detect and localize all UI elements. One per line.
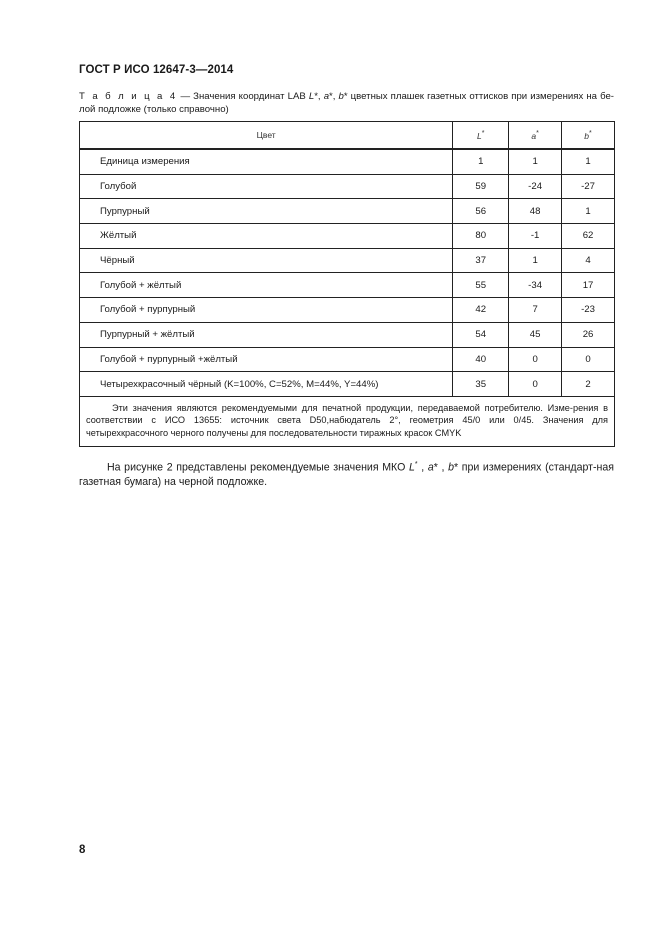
row-l-value: 1 xyxy=(453,149,509,174)
paragraph-sep-2: * , xyxy=(433,461,449,474)
row-a-value: 1 xyxy=(509,248,562,273)
row-b-value: 2 xyxy=(562,372,615,397)
row-b-value: -27 xyxy=(562,174,615,199)
body-paragraph xyxy=(79,458,614,490)
row-name: Голубой + жёлтый xyxy=(80,273,453,298)
lab-values-table xyxy=(79,121,615,447)
paragraph-text-2: * при измерениях (стандарт-ная газетная бумага) на черной подложке. xyxy=(79,461,614,489)
row-a-value: 0 xyxy=(509,347,562,372)
row-a-value: 0 xyxy=(509,372,562,397)
row-l-value: 37 xyxy=(453,248,509,273)
row-l-value: 55 xyxy=(453,273,509,298)
row-l-value: 35 xyxy=(453,372,509,397)
row-name: Единица измерения xyxy=(80,149,453,174)
row-b-value: 4 xyxy=(562,248,615,273)
table-note-text: Эти значения являются рекомендуемыми для печатной продукции, передаваемой потребителю. Изме-рения в соответствии с ИСО 13655: источник света D50,набюдатель 2°, геометрия 45/0 или 0/45. Значения для четырехкрасочного черного получены для последовательности тиражных красок CMYK xyxy=(86,402,608,438)
table-row xyxy=(80,347,615,372)
l-symbol: L xyxy=(308,91,315,102)
table-note-row xyxy=(80,396,615,447)
row-b-value: 0 xyxy=(562,347,615,372)
row-a-value: 45 xyxy=(509,322,562,347)
row-b-value: 62 xyxy=(562,224,615,249)
row-name: Голубой + пурпурный +жёлтый xyxy=(80,347,453,372)
caption-sep-2: *, xyxy=(329,91,339,102)
row-name: Чёрный xyxy=(80,248,453,273)
a-symbol: a xyxy=(323,91,330,102)
table-row xyxy=(80,322,615,347)
table-row xyxy=(80,372,615,397)
table-row xyxy=(80,149,615,174)
table-row xyxy=(80,248,615,273)
row-a-value: 48 xyxy=(509,199,562,224)
row-l-value: 40 xyxy=(453,347,509,372)
row-name: Жёлтый xyxy=(80,224,453,249)
paragraph-l-symbol: L xyxy=(408,461,415,474)
row-b-value: 26 xyxy=(562,322,615,347)
row-l-value: 59 xyxy=(453,174,509,199)
paragraph-b-symbol: b xyxy=(448,461,454,474)
row-name: Четырехкрасочный чёрный (K=100%, C=52%, M=44%, Y=44%) xyxy=(80,372,453,397)
row-l-value: 42 xyxy=(453,298,509,323)
row-a-value: -24 xyxy=(509,174,562,199)
row-l-value: 54 xyxy=(453,322,509,347)
row-name: Пурпурный + жёлтый xyxy=(80,322,453,347)
row-b-value: 1 xyxy=(562,149,615,174)
paragraph-sep-1: , xyxy=(417,461,428,474)
paragraph-text-1: На рисунке 2 представлены рекомендуемые значения МКО xyxy=(107,461,409,474)
row-a-value: 1 xyxy=(509,149,562,174)
row-l-value: 80 xyxy=(453,224,509,249)
table-row xyxy=(80,199,615,224)
header-a: a* xyxy=(509,122,562,150)
row-name: Голубой xyxy=(80,174,453,199)
b-symbol: b xyxy=(338,91,344,102)
table-caption-text-2: * цветных плашек газетных оттисков при измерениях на бе-лой подложке (только справочно) xyxy=(79,91,614,115)
header-b: b* xyxy=(562,122,615,150)
row-a-value: 7 xyxy=(509,298,562,323)
paragraph-a-symbol: a xyxy=(427,461,434,474)
caption-sep-1: *, xyxy=(314,91,324,102)
page-number: 8 xyxy=(79,844,86,856)
table-row xyxy=(80,224,615,249)
row-a-value: -34 xyxy=(509,273,562,298)
table-caption-prefix: Т а б л и ц а 4 xyxy=(79,91,178,102)
table-row xyxy=(80,273,615,298)
table-row xyxy=(80,298,615,323)
row-b-value: -23 xyxy=(562,298,615,323)
document-header: ГОСТ Р ИСО 12647-3—2014 xyxy=(79,64,234,76)
table-row xyxy=(80,174,615,199)
table-note xyxy=(80,396,615,447)
row-name: Пурпурный xyxy=(80,199,453,224)
row-l-value: 56 xyxy=(453,199,509,224)
row-b-value: 1 xyxy=(562,199,615,224)
table-caption-text-1: — Значения координат LAB xyxy=(177,91,309,102)
table-caption xyxy=(79,90,614,116)
paragraph-l-star: * xyxy=(414,461,418,468)
row-b-value: 17 xyxy=(562,273,615,298)
header-l: L* xyxy=(453,122,509,150)
row-a-value: -1 xyxy=(509,224,562,249)
row-name: Голубой + пурпурный xyxy=(80,298,453,323)
table-header-row xyxy=(80,122,615,150)
header-color: Цвет xyxy=(80,122,453,150)
